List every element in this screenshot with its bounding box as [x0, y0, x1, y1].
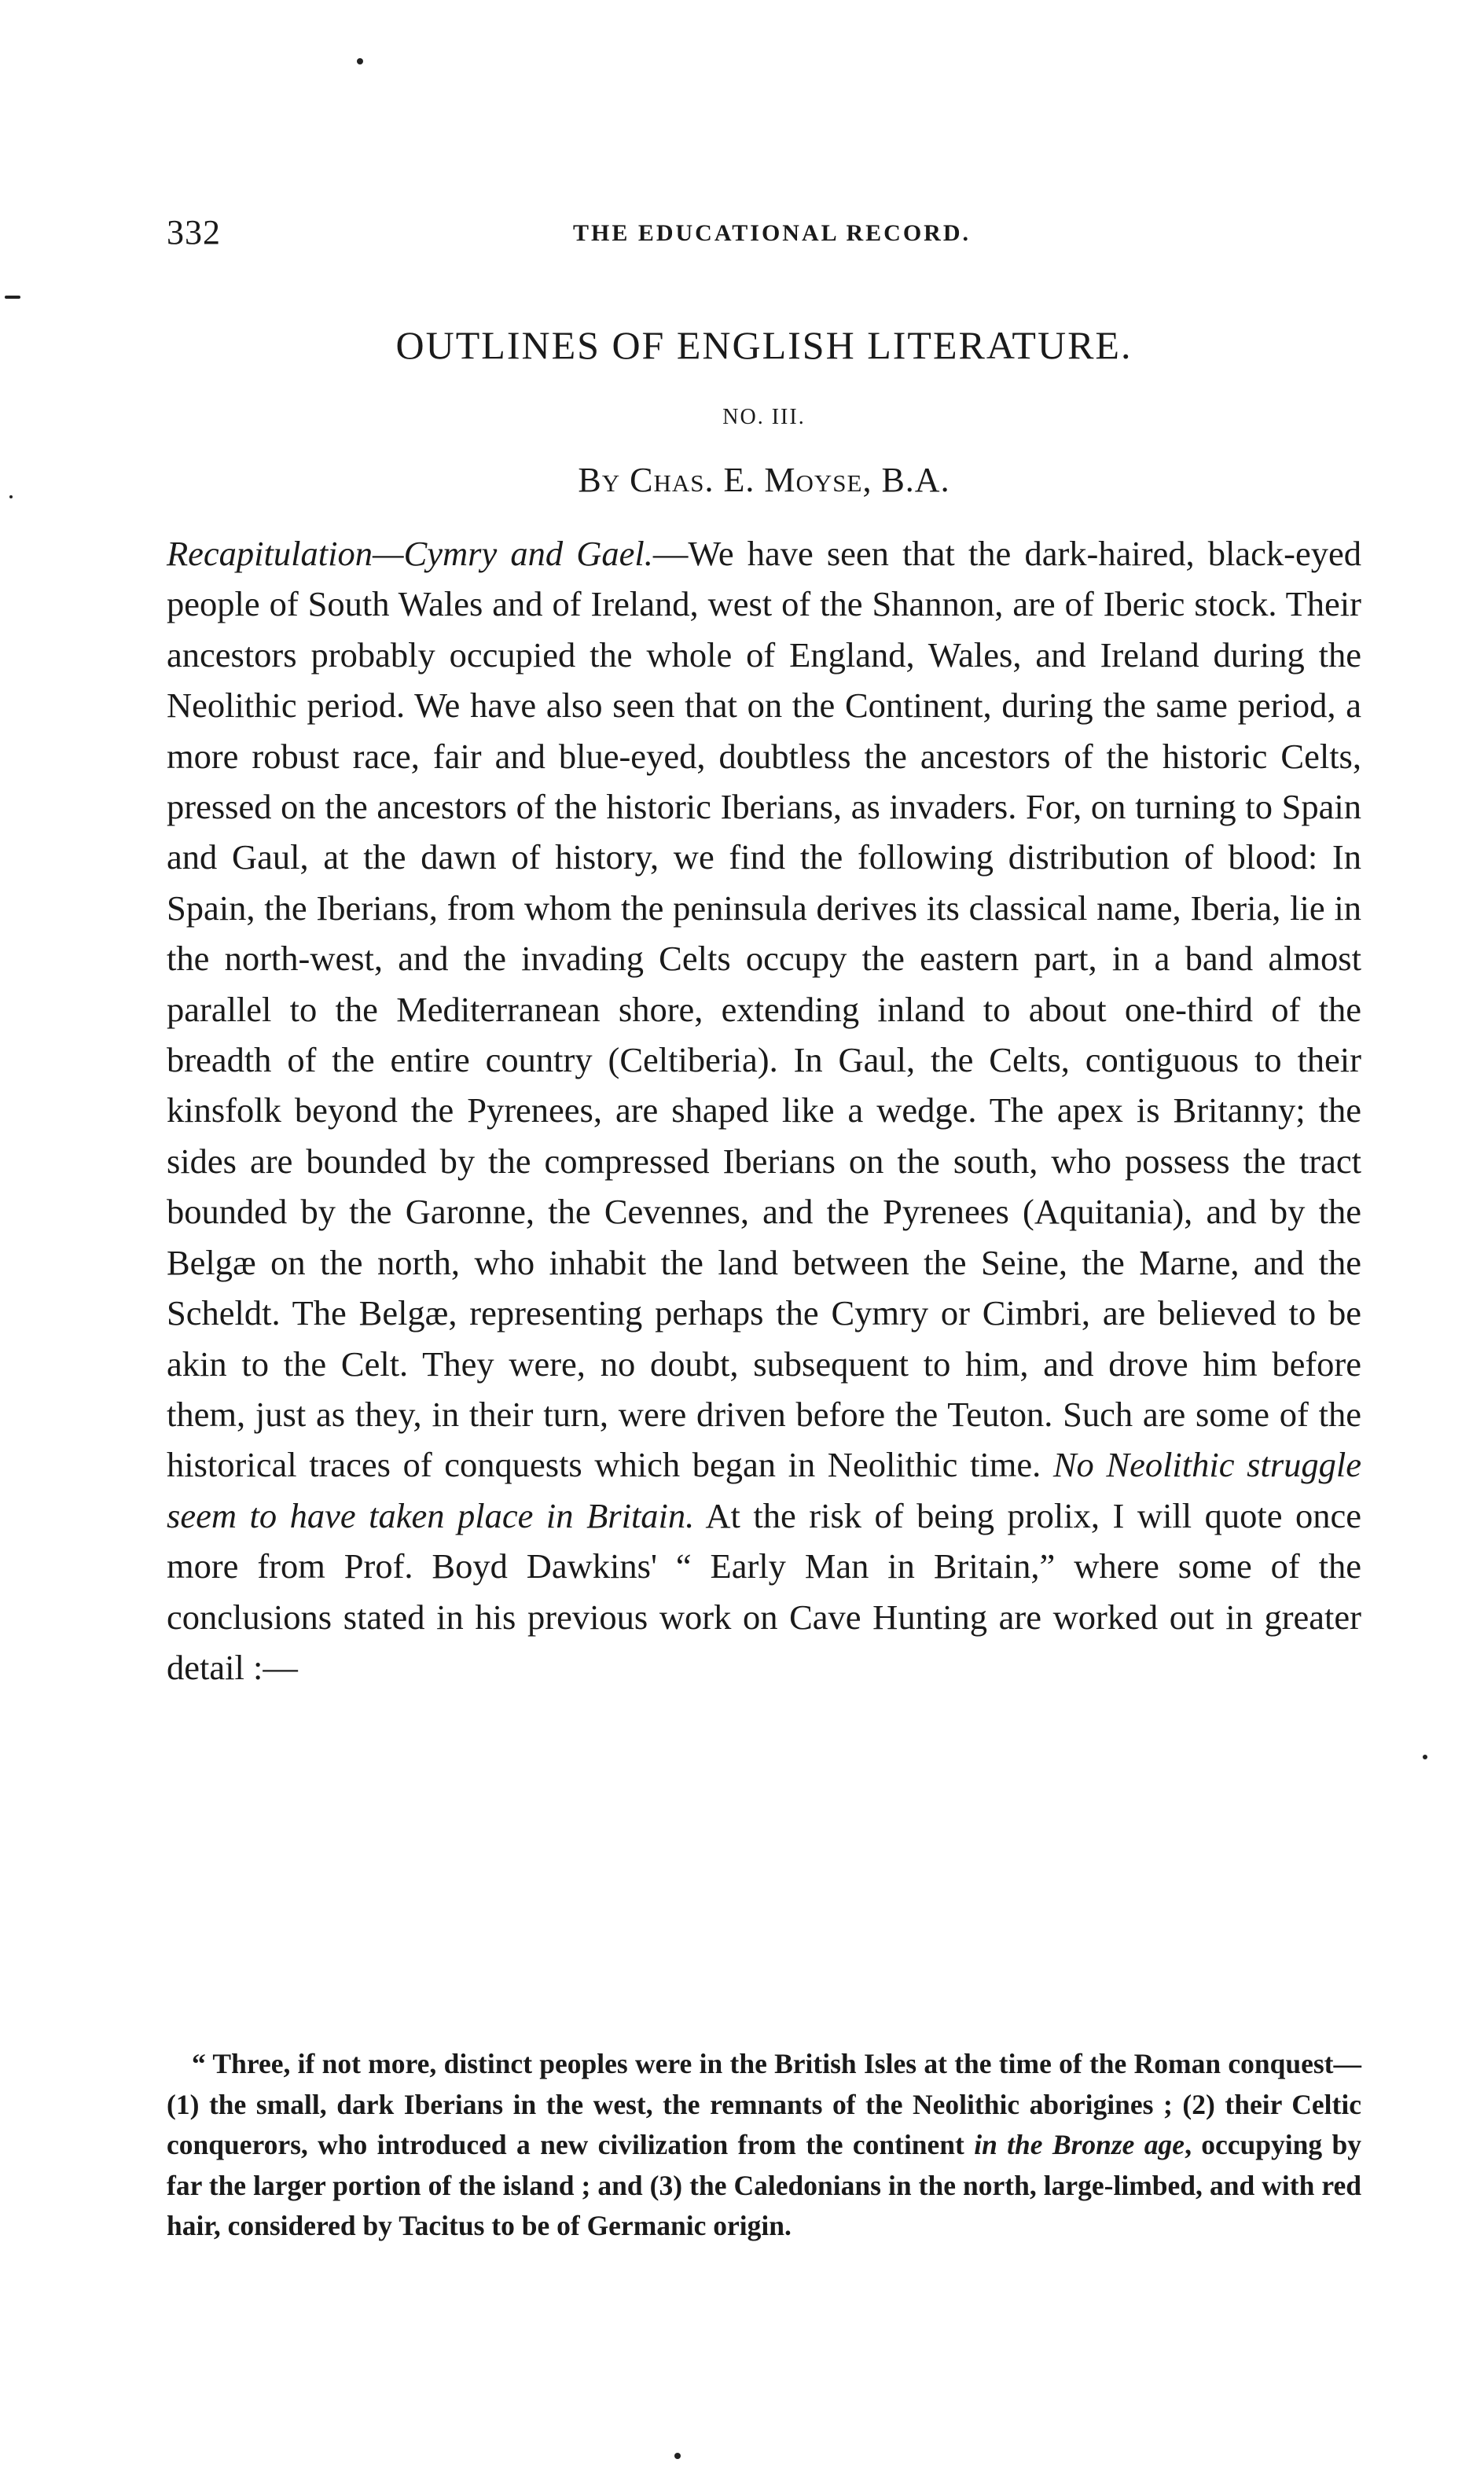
byline: By Chas. E. Moyse, B.A.	[578, 461, 950, 499]
print-speck	[1423, 1755, 1427, 1759]
print-speck	[9, 495, 13, 498]
journal-title: THE EDUCATIONAL RECORD.	[572, 220, 971, 246]
print-speck	[5, 296, 20, 299]
body-paragraph	[167, 528, 1361, 1693]
block-quote	[167, 2044, 1361, 2247]
print-speck	[357, 58, 363, 64]
running-head	[167, 212, 1361, 259]
print-speck	[674, 2453, 681, 2459]
body-text-part-2: At the risk of being prolix, I will quote once more from Prof. Boyd Dawkins' “ Early Man in Britain,” where some of the conclusions stated in his previous work on Cave Hunting are worked out in greater detail :—	[167, 1495, 1361, 1687]
issue-number: NO. III.	[722, 405, 806, 429]
article-title: OUTLINES OF ENGLISH LITERATURE.	[395, 323, 1133, 367]
section-lead: Recapitulation—Cymry and Gael.	[167, 534, 653, 573]
page-number: 332	[167, 213, 221, 252]
body-emphasis: No Neolithic struggle seem to have taken place in Britain.	[167, 1445, 1361, 1535]
quote-emphasis: in the Bronze age	[974, 2129, 1185, 2160]
quote-text-part-1: “ Three, if not more, distinct peoples were in the British Isles at the time of the Roman conquest—(1) the small, dark Iberians in the west, the remnants of the Neolithic aborigines ; (2) their Celtic conquerors, who introduced a new civilization from the continent	[167, 2048, 1361, 2160]
quote-text-part-2: , occupying by far the larger portion of the island ; and (3) the Caledonians in the north, large-limbed, and with red hair, considered by Tacitus to be of Germanic origin.	[167, 2129, 1361, 2241]
body-text-part-1: —We have seen that the dark-haired, black-eyed people of South Wales and of Ireland, west of the Shannon, are of Iberic stock. Their ancestors probably occupied the whole of England, Wales, and Ireland during the Neolithic period. We have also seen that on the Continent, during the same period, a more robust race, fair and blue-eyed, doubtless the ancestors of the historic Celts, pressed on the ancestors of the historic Iberians, as invaders. For, on turning to Spain and Gaul, at the dawn of history, we find the following distribution of blood: In Spain, the Iberians, from whom the peninsula derives its classical name, Iberia, lie in the north-west, and the invading Celts occupy the eastern part, in a band almost parallel to the Mediterranean shore, extending inland to about one-third of the breadth of the entire country (Celtiberia). In Gaul, the Celts, contiguous to their kinsfolk beyond the Pyrenees, are shaped like a wedge. The apex is Britanny; the sides are bounded by the compressed Iberians on the south, who possess the tract bounded by the Garonne, the Cevennes, and the Pyrenees (Aquitania), and by the Belgæ on the north, who inhabit the land between the Seine, the Marne, and the Scheldt. The Belgæ, representing perhaps the Cymry or Cimbri, are believed to be akin to the Celt. They were, no doubt, subsequent to him, and drove him before them, just as they, in their turn, were driven before the Teuton. Such are some of the historical traces of conquests which began in Neolithic time.	[167, 534, 1361, 1485]
